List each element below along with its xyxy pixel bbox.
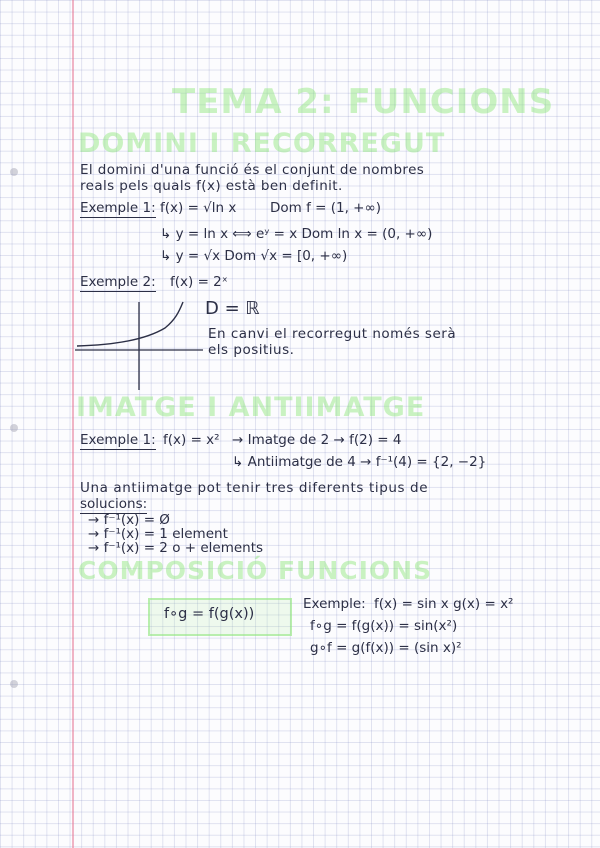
margin-line	[72, 0, 74, 848]
solution-type-2: → f⁻¹(x) = 1 element	[88, 526, 228, 542]
composition-example-label: Exemple:	[303, 596, 366, 612]
section-title-composicio: COMPOSICIÓ FUNCIONS	[78, 556, 433, 585]
example2-label: Exemple 2:	[80, 274, 156, 290]
antiimatge-line: ↳ Antiimatge de 4 → f⁻¹(4) = {2, −2}	[232, 454, 487, 470]
antiimatge-description-line-1: Una antiimatge pot tenir tres diferents tipus de	[80, 480, 429, 496]
imatge-example-label: Exemple 1:	[80, 432, 156, 448]
composition-formula: f∘g = f(g(x))	[164, 606, 255, 622]
punch-hole	[10, 424, 18, 432]
section-title-imatge: IMATGE I ANTIIMATGE	[76, 392, 426, 423]
exponential-graph	[75, 292, 205, 392]
main-title: TEMA 2: FUNCIONS	[172, 82, 555, 122]
section-title-domini: DOMINI I RECORREGUT	[78, 128, 446, 159]
imatge-line: → Imatge de 2 → f(2) = 4	[232, 432, 402, 448]
punch-hole	[10, 680, 18, 688]
example1-step-1: ↳ y = ln x ⟺ eʸ = x Dom ln x = (0, +∞)	[160, 226, 433, 242]
graph-curve	[77, 302, 183, 346]
example1-function: f(x) = √ln x	[160, 200, 237, 216]
example2-note-line-2: els positius.	[208, 342, 295, 358]
imatge-example-function: f(x) = x²	[163, 432, 220, 448]
example1-label: Exemple 1:	[80, 200, 156, 216]
punch-hole	[10, 168, 18, 176]
composition-fog: f∘g = f(g(x)) = sin(x²)	[310, 618, 458, 634]
example1-step-2: ↳ y = √x Dom √x = [0, +∞)	[160, 248, 348, 264]
example2-note-line-1: En canvi el recorregut només serà	[208, 326, 457, 342]
definition-line-2: reals pels quals f(x) està ben definit.	[80, 178, 343, 194]
antiimatge-description-line-2: solucions:	[80, 496, 148, 512]
solution-type-1: → f⁻¹(x) = Ø	[88, 512, 170, 528]
composition-gof: g∘f = g(f(x)) = (sin x)²	[310, 640, 462, 656]
composition-example-functions: f(x) = sin x g(x) = x²	[374, 596, 514, 612]
example1-domain: Dom f = (1, +∞)	[270, 200, 382, 216]
definition-line-1: El domini d'una funció és el conjunt de nombres	[80, 162, 425, 178]
example2-domain: D = ℝ	[205, 298, 260, 319]
solution-type-3: → f⁻¹(x) = 2 o + elements	[88, 540, 264, 556]
example2-function: f(x) = 2ˣ	[170, 274, 228, 290]
